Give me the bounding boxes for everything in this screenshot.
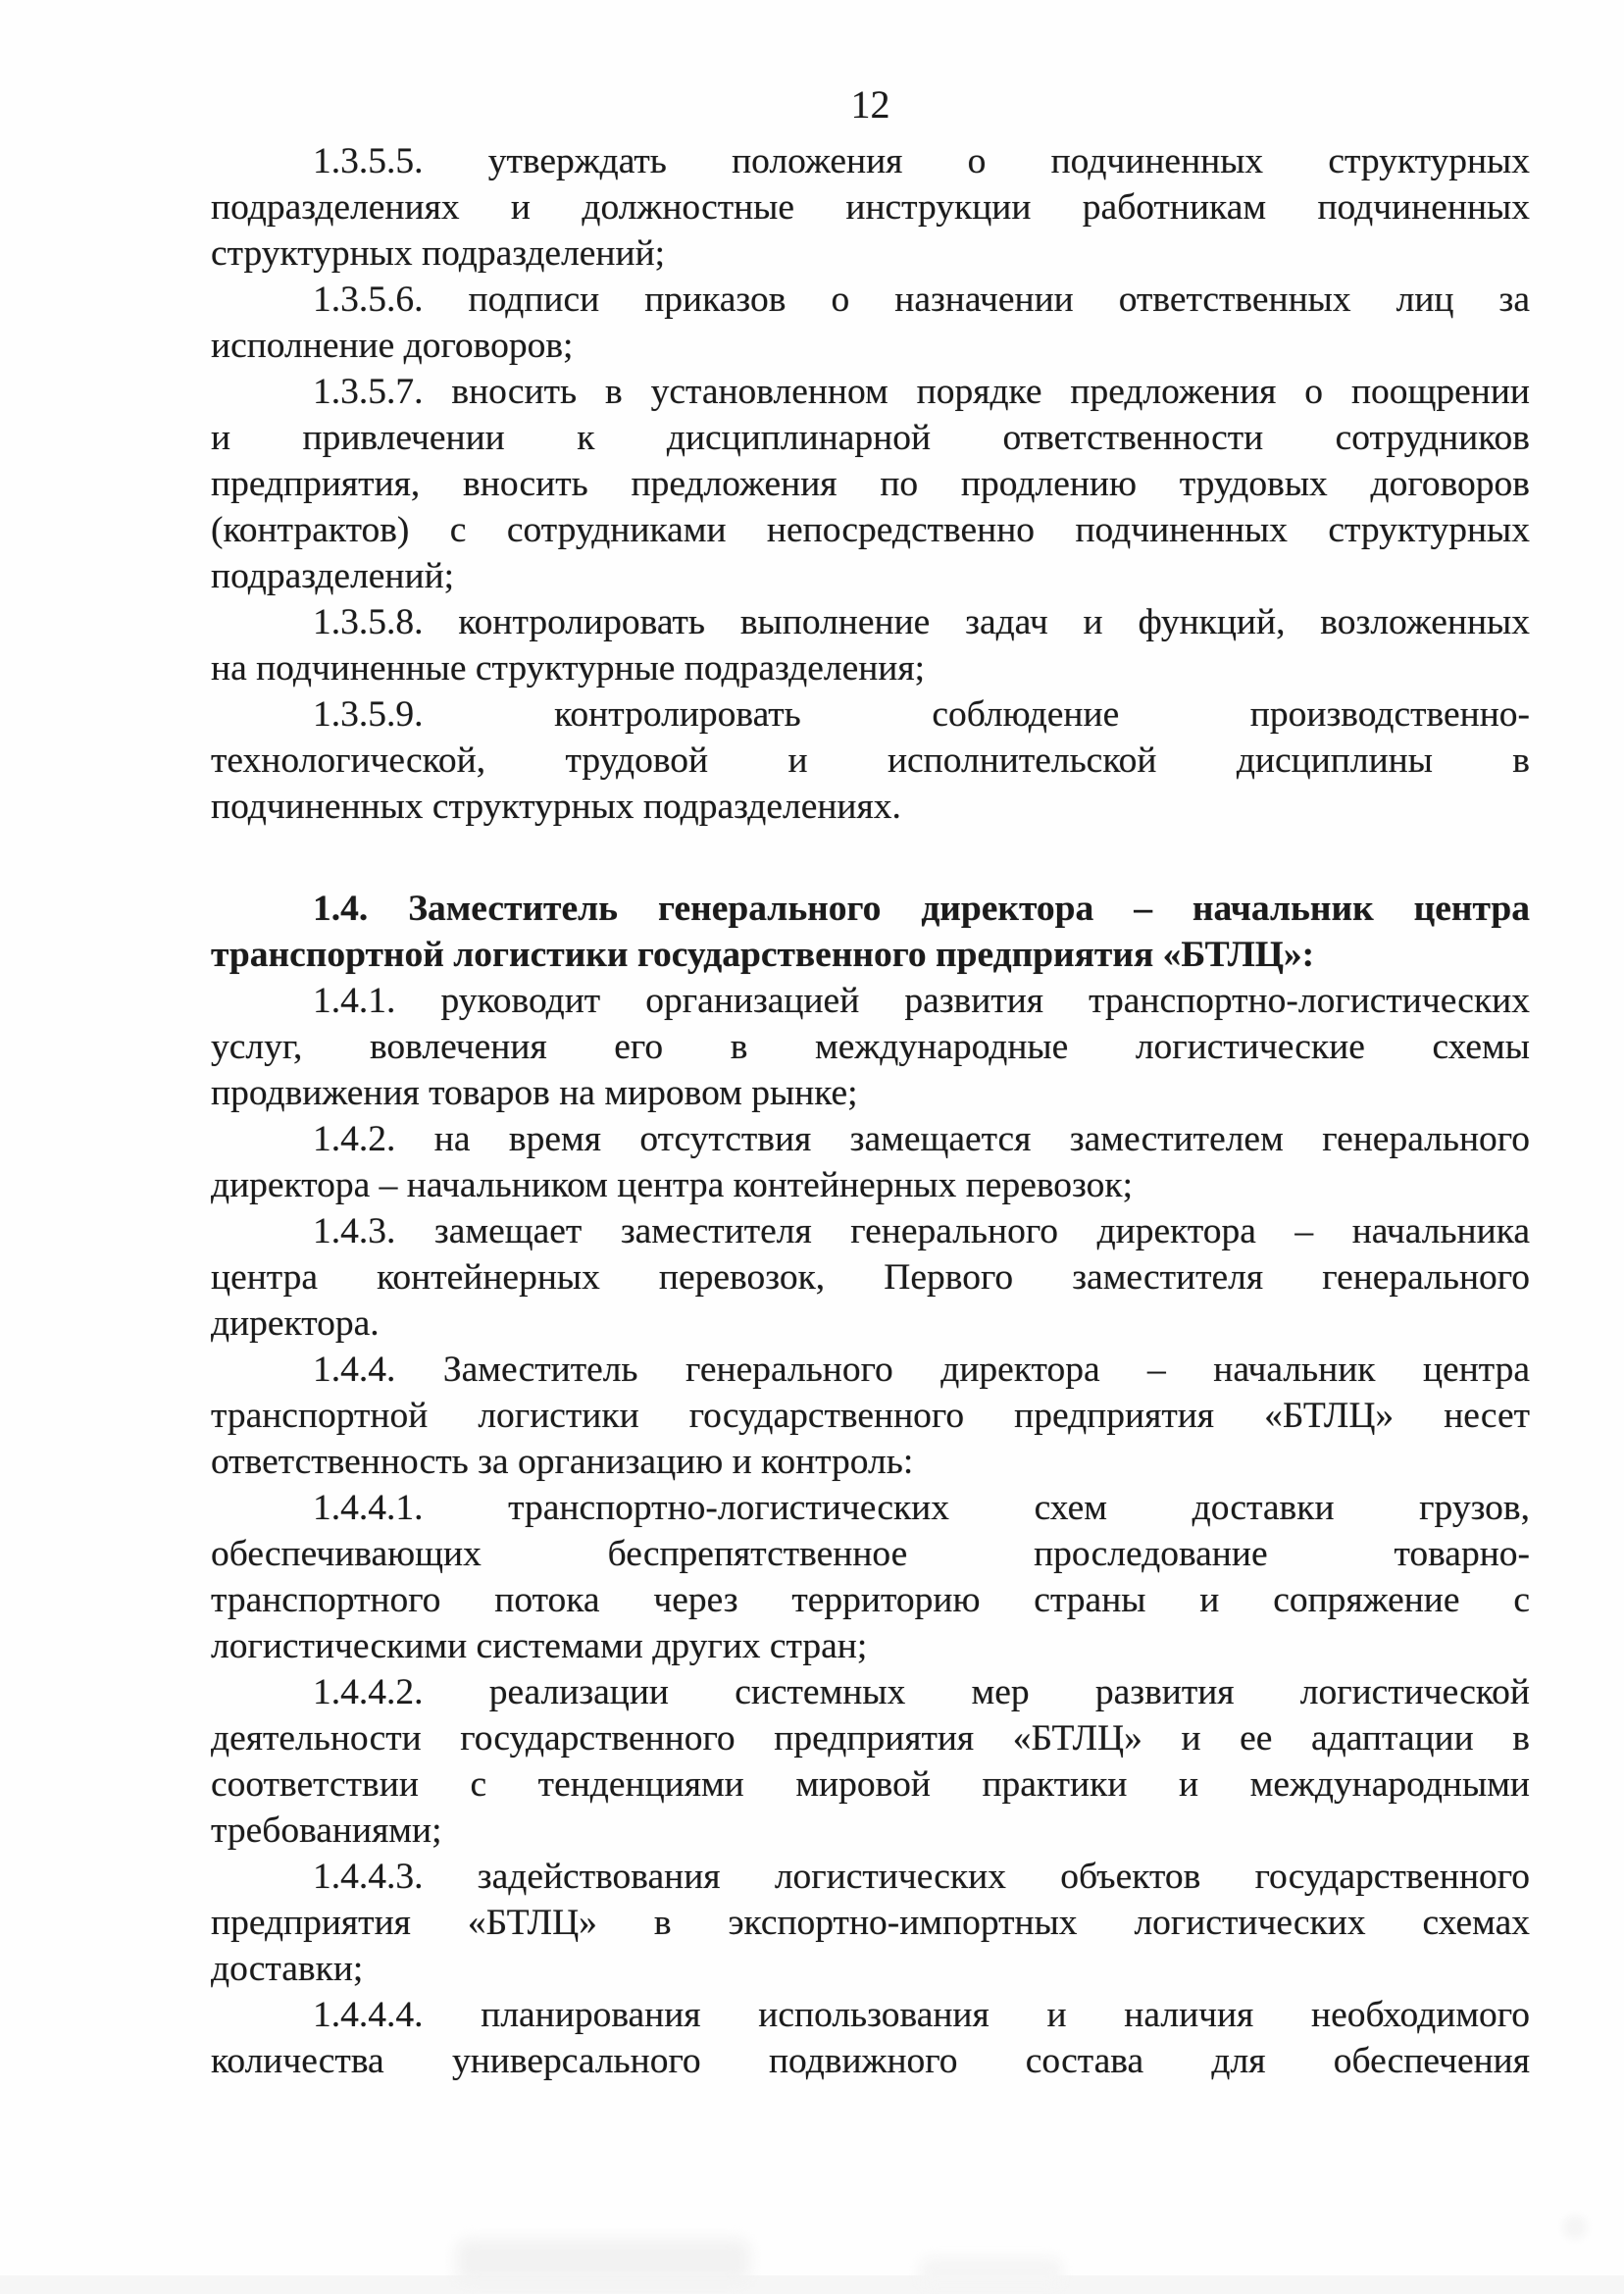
- paragraph-1-4-2: [211, 1116, 1530, 1208]
- text-line: технологической, трудовой и исполнительской дисциплины в: [211, 740, 1530, 781]
- paragraph-1-3-5-7: [211, 369, 1530, 599]
- text-line: транспортной логистики государственного предприятия «БТЛЦ»:: [211, 935, 1315, 975]
- text-line: деятельности государственного предприятия «БТЛЦ» и ее адаптации в: [211, 1718, 1530, 1759]
- text-line: на подчиненные структурные подразделения;: [211, 648, 926, 688]
- text-line: предприятия «БТЛЦ» в экспортно-импортных логистических схемах: [211, 1903, 1530, 1943]
- text-line: 1.3.5.9. контролировать соблюдение производственно-: [313, 694, 1530, 735]
- text-line: подчиненных структурных подразделениях.: [211, 787, 901, 827]
- text-line: логистическими системами других стран;: [211, 1626, 868, 1666]
- paragraph-1-3-5-6: [211, 277, 1530, 369]
- paragraph-1-4-1: [211, 978, 1530, 1116]
- paragraph-1-4: [211, 886, 1530, 978]
- text-line: требованиями;: [211, 1810, 442, 1851]
- page-number: 12: [850, 82, 890, 127]
- scan-artifact-smudge-center: [920, 2257, 1062, 2288]
- paragraph-1-3-5-9: [211, 691, 1530, 830]
- text-line: 1.4.4.4. планирования использования и наличия необходимого: [313, 1995, 1530, 2035]
- text-line: 1.4.4. Заместитель генерального директора – начальник центра: [313, 1350, 1530, 1390]
- text-line: транспортной логистики государственного предприятия «БТЛЦ» несет: [211, 1396, 1530, 1436]
- paragraph-1-4-4: [211, 1347, 1530, 1485]
- text-line: количества универсального подвижного состава для обеспечения: [211, 2041, 1530, 2081]
- paragraph-1-4-4-4: [211, 1992, 1530, 2084]
- scan-artifact-dot-right: [1563, 2216, 1587, 2239]
- text-line: подразделений;: [211, 556, 455, 596]
- text-line: 1.3.5.7. вносить в установленном порядке предложения о поощрении: [313, 372, 1530, 412]
- text-line: 1.4.4.3. задействования логистических объектов государственного: [313, 1857, 1530, 1897]
- text-line: директора – начальником центра контейнерных перевозок;: [211, 1165, 1134, 1205]
- text-line: 1.3.5.6. подписи приказов о назначении ответственных лиц за: [313, 280, 1530, 320]
- paragraph-1-3-5-8: [211, 599, 1530, 691]
- text-line: исполнение договоров;: [211, 326, 574, 366]
- text-line: 1.4.2. на время отсутствия замещается заместителем генерального: [313, 1119, 1530, 1159]
- text-line: обеспечивающих беспрепятственное проследование товарно-: [211, 1534, 1530, 1574]
- scan-artifact-bottom-band: [0, 2275, 1624, 2294]
- text-line: соответствии с тенденциями мировой практики и международными: [211, 1764, 1530, 1805]
- text-line: и привлечении к дисциплинарной ответственности сотрудников: [211, 418, 1530, 458]
- scan-artifact-smudge-left: [456, 2239, 750, 2282]
- text-line: (контрактов) с сотрудниками непосредственно подчиненных структурных: [211, 510, 1530, 550]
- text-line: подразделениях и должностные инструкции работникам подчиненных: [211, 187, 1530, 228]
- text-line: центра контейнерных перевозок, Первого заместителя генерального: [211, 1257, 1530, 1298]
- text-line: 1.4. Заместитель генерального директора – начальник центра: [313, 889, 1530, 929]
- text-line: предприятия, вносить предложения по продлению трудовых договоров: [211, 464, 1530, 504]
- text-line: 1.3.5.8. контролировать выполнение задач и функций, возложенных: [313, 602, 1530, 642]
- document-body: [211, 138, 1530, 2084]
- text-line: 1.4.4.1. транспортно-логистических схем доставки грузов,: [313, 1488, 1530, 1528]
- paragraph-1-3-5-5: [211, 138, 1530, 277]
- text-line: 1.4.1. руководит организацией развития транспортно-логистических: [313, 981, 1530, 1021]
- text-line: директора.: [211, 1303, 380, 1344]
- paragraph-1-4-4-2: [211, 1669, 1530, 1854]
- paragraph-1-4-4-1: [211, 1485, 1530, 1669]
- text-line: продвижения товаров на мировом рынке;: [211, 1073, 858, 1113]
- text-line: 1.4.4.2. реализации системных мер развития логистической: [313, 1672, 1530, 1712]
- text-line: структурных подразделений;: [211, 233, 666, 274]
- paragraph-1-4-4-3: [211, 1854, 1530, 1992]
- text-line: 1.3.5.5. утверждать положения о подчиненных структурных: [313, 141, 1530, 181]
- text-line: 1.4.3. замещает заместителя генерального директора – начальника: [313, 1211, 1530, 1251]
- text-line: транспортного потока через территорию страны и сопряжение с: [211, 1580, 1530, 1620]
- text-line: услуг, вовлечения его в международные логистические схемы: [211, 1027, 1530, 1067]
- text-line: доставки;: [211, 1949, 364, 1989]
- text-line: ответственность за организацию и контроль:: [211, 1442, 914, 1482]
- paragraph-1-4-3: [211, 1208, 1530, 1347]
